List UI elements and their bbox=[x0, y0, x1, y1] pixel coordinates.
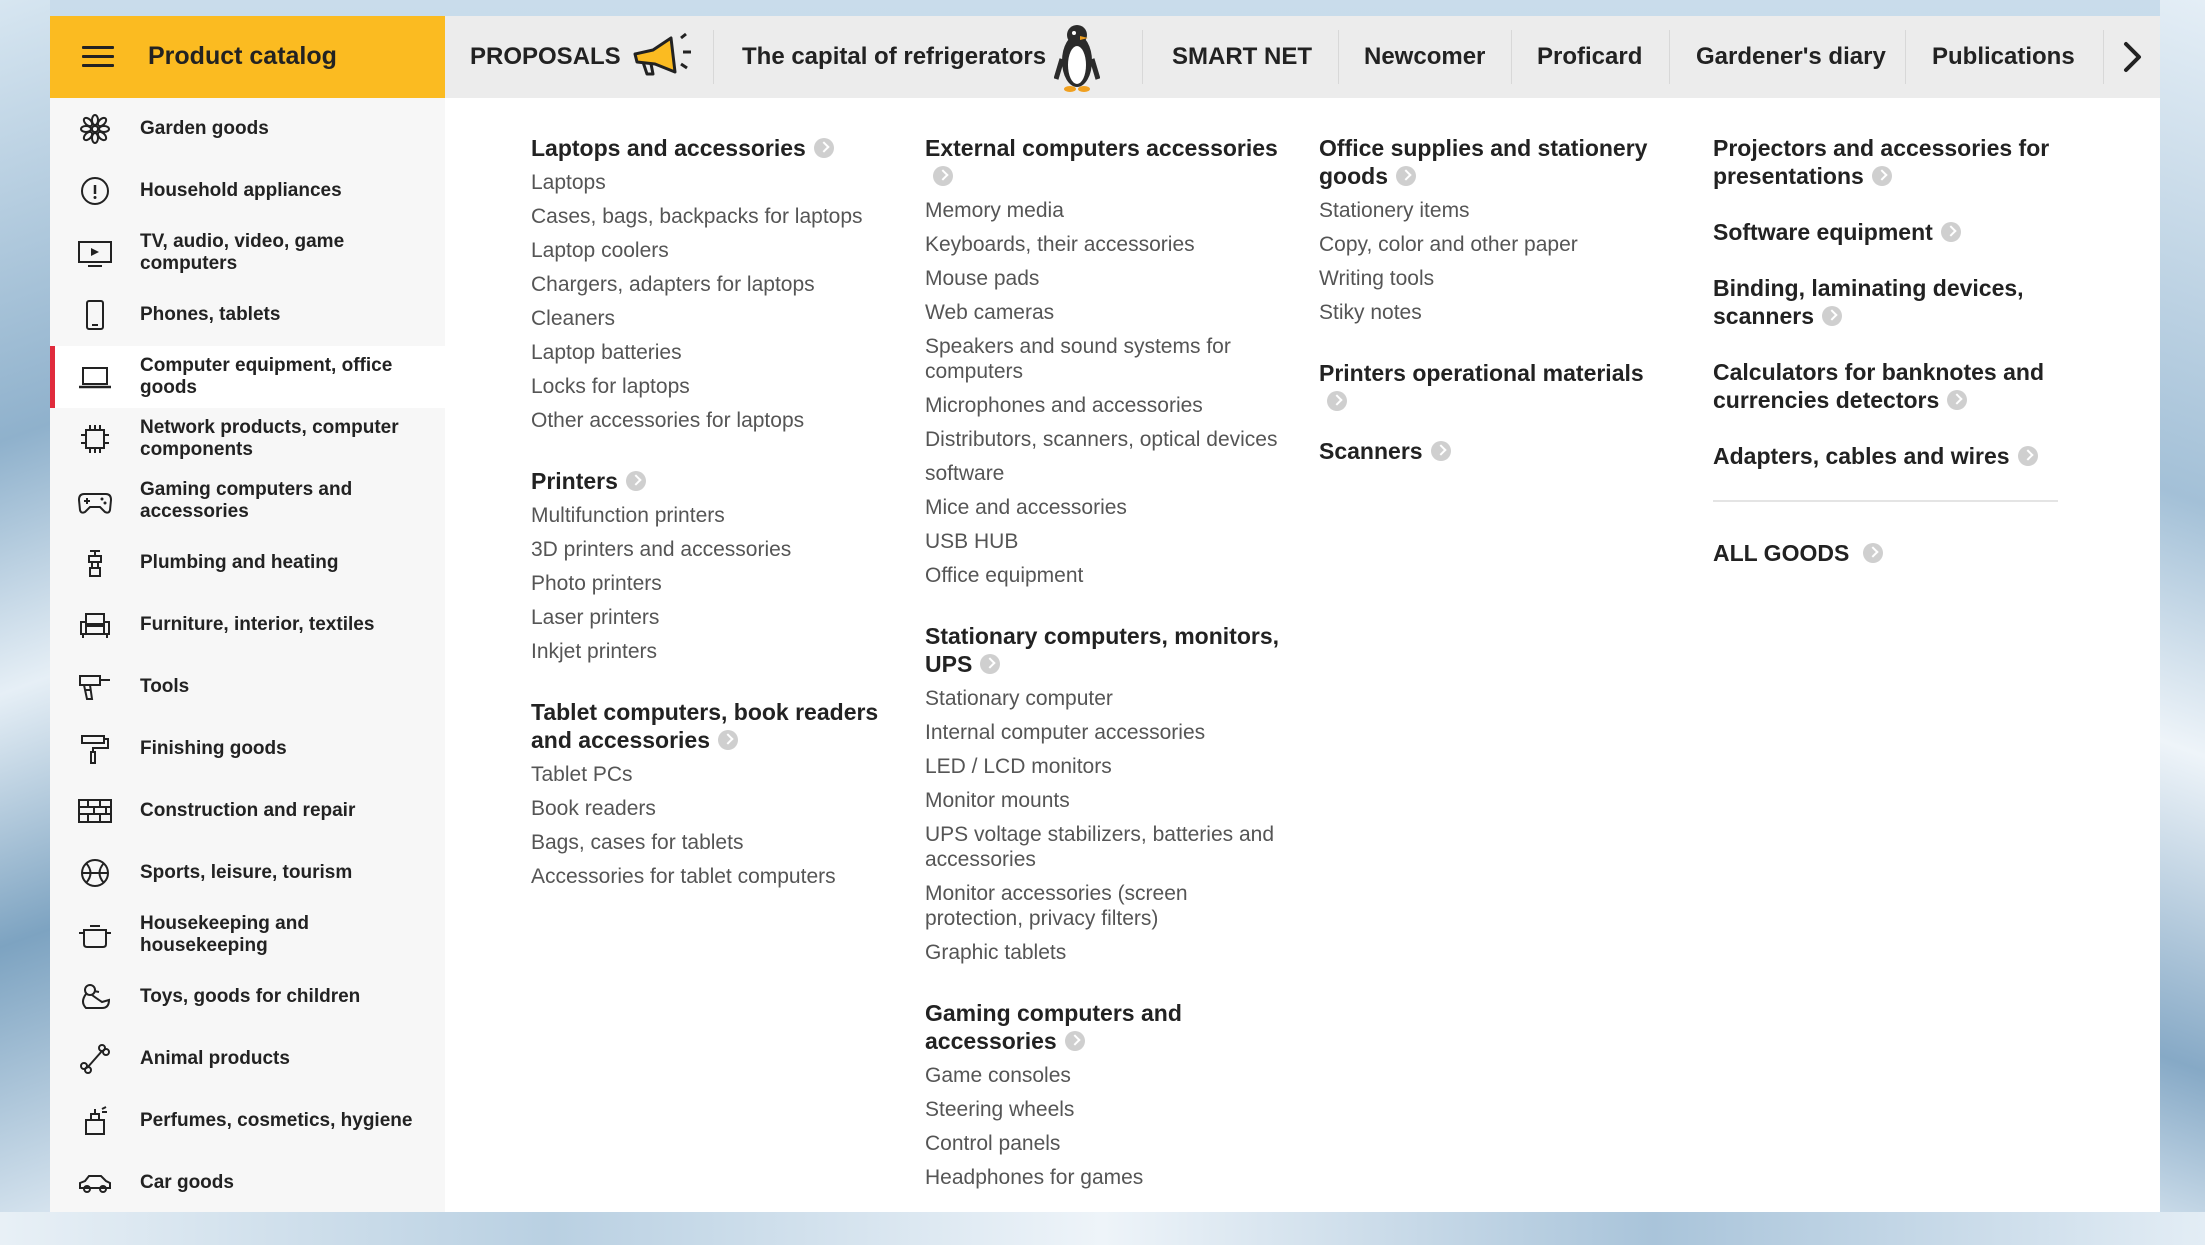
nav-item-publications[interactable] bbox=[1932, 16, 2075, 98]
menu-link[interactable]: Laptops bbox=[531, 171, 606, 194]
sidebar-item-network-products[interactable] bbox=[50, 408, 445, 471]
sidebar-item-animal-products[interactable] bbox=[50, 1028, 445, 1091]
sidebar-item-label: Network products, computer components bbox=[140, 417, 399, 460]
ball-icon bbox=[78, 858, 112, 888]
menu-group bbox=[1713, 274, 2058, 330]
menu-divider bbox=[1713, 500, 2058, 502]
menu-column-4 bbox=[1713, 134, 2058, 567]
sidebar-item-perfumes[interactable] bbox=[50, 1090, 445, 1153]
megaphone-icon bbox=[631, 32, 695, 82]
arrow-right-icon bbox=[814, 138, 834, 158]
arrow-right-icon bbox=[1327, 391, 1347, 411]
bricks-icon bbox=[78, 796, 112, 826]
nav-separator bbox=[1338, 30, 1339, 84]
penguin-icon bbox=[1054, 21, 1100, 93]
menu-column-3 bbox=[1319, 134, 1669, 499]
sidebar-item-computer-equipment[interactable] bbox=[50, 346, 445, 409]
nav-item-refrigerators[interactable] bbox=[742, 16, 1100, 98]
sidebar-item-label: Sports, leisure, tourism bbox=[140, 862, 353, 883]
hamburger-menu-icon bbox=[82, 46, 114, 68]
sidebar-item-tv-audio[interactable] bbox=[50, 222, 445, 285]
menu-link[interactable]: Book readers bbox=[531, 797, 656, 820]
menu-group-title[interactable] bbox=[1713, 274, 2058, 330]
sidebar-item-car-goods[interactable] bbox=[50, 1152, 445, 1212]
arrow-right-icon bbox=[1863, 543, 1883, 563]
nav-label: Publications bbox=[1932, 43, 2075, 70]
menu-group-title[interactable] bbox=[1713, 442, 2058, 470]
laptop-icon bbox=[78, 362, 112, 392]
menu-link[interactable]: LED / LCD monitors bbox=[925, 755, 1112, 778]
arrow-right-icon bbox=[1431, 441, 1451, 461]
menu-link[interactable]: Control panels bbox=[925, 1132, 1061, 1155]
sidebar-item-label: Toys, goods for children bbox=[140, 986, 361, 1007]
menu-link[interactable]: Headphones for games bbox=[925, 1166, 1144, 1189]
nav-label: Newcomer bbox=[1364, 43, 1486, 70]
sidebar-item-label: TV, audio, video, game computers bbox=[140, 231, 345, 274]
menu-link[interactable]: Web cameras bbox=[925, 301, 1055, 324]
group-title-text: Stationary computers, monitors, UPS bbox=[925, 623, 1280, 677]
menu-group-title[interactable] bbox=[1713, 218, 2058, 246]
menu-group-title[interactable] bbox=[1319, 437, 1669, 465]
gamepad-icon bbox=[78, 486, 112, 516]
menu-link[interactable]: Laser printers bbox=[531, 606, 660, 629]
sidebar-item-label: Finishing goods bbox=[140, 738, 287, 759]
menu-link[interactable]: Office equipment bbox=[925, 564, 1084, 587]
menu-link[interactable]: Mouse pads bbox=[925, 267, 1040, 290]
armchair-icon bbox=[78, 610, 112, 640]
menu-group-title[interactable] bbox=[1713, 134, 2058, 190]
group-title-text: Projectors and accessories for presentations bbox=[1713, 135, 2050, 189]
menu-group bbox=[1319, 134, 1669, 325]
menu-group-title[interactable] bbox=[531, 134, 891, 162]
menu-group bbox=[1713, 442, 2058, 470]
sidebar-item-label: Tools bbox=[140, 676, 190, 697]
sidebar-item-gaming-computers[interactable] bbox=[50, 470, 445, 533]
group-title-text: Gaming computers and accessories bbox=[925, 1000, 1182, 1054]
sidebar-item-tools[interactable] bbox=[50, 656, 445, 719]
menu-group bbox=[531, 698, 891, 889]
menu-group bbox=[925, 622, 1290, 965]
menu-link[interactable]: Cleaners bbox=[531, 307, 616, 330]
sidebar-item-label: Gaming computers and accessories bbox=[140, 479, 353, 522]
sidebar-item-label: Animal products bbox=[140, 1048, 290, 1069]
menu-link[interactable]: Monitor mounts bbox=[925, 789, 1070, 812]
menu-link[interactable]: Microphones and accessories bbox=[925, 394, 1203, 417]
menu-column-2 bbox=[925, 134, 1290, 1212]
menu-group-title[interactable] bbox=[1713, 358, 2058, 414]
arrow-right-icon bbox=[2018, 446, 2038, 466]
chevron-right-icon[interactable] bbox=[2114, 38, 2150, 76]
sidebar-item-housekeeping[interactable] bbox=[50, 904, 445, 967]
sidebar-item-label: Household appliances bbox=[140, 180, 342, 201]
nav-label: PROPOSALS bbox=[470, 43, 621, 70]
nav-separator bbox=[2103, 30, 2104, 84]
sidebar-item-sports[interactable] bbox=[50, 842, 445, 905]
menu-group bbox=[925, 999, 1290, 1190]
menu-link[interactable]: Graphic tablets bbox=[925, 941, 1067, 964]
menu-link[interactable]: Memory media bbox=[925, 199, 1064, 222]
menu-link[interactable]: Accessories for tablet computers bbox=[531, 865, 836, 888]
nav-label: Proficard bbox=[1537, 43, 1643, 70]
group-title-text: Printers operational materials bbox=[1319, 360, 1644, 386]
group-title-text: External computers accessories bbox=[925, 135, 1278, 161]
sidebar-item-label: Garden goods bbox=[140, 118, 269, 139]
menu-link[interactable]: Stationary computer bbox=[925, 687, 1113, 710]
nav-label: Gardener's diary bbox=[1696, 43, 1886, 70]
menu-link[interactable]: Cases, bags, backpacks for laptops bbox=[531, 205, 863, 228]
sidebar-item-label: Phones, tablets bbox=[140, 304, 281, 325]
menu-link[interactable]: Game consoles bbox=[925, 1064, 1071, 1087]
menu-link[interactable]: Tablet PCs bbox=[531, 763, 633, 786]
all-goods-label: ALL GOODS bbox=[1713, 540, 1850, 566]
arrow-right-icon bbox=[1065, 1031, 1085, 1051]
sidebar-item-toys[interactable] bbox=[50, 966, 445, 1029]
menu-link[interactable]: Keyboards, their accessories bbox=[925, 233, 1195, 256]
perfume-icon bbox=[78, 1106, 112, 1136]
menu-column-1 bbox=[531, 134, 891, 923]
arrow-right-icon bbox=[980, 654, 1000, 674]
phone-icon bbox=[78, 300, 112, 330]
menu-group bbox=[1713, 358, 2058, 414]
faucet-icon bbox=[78, 548, 112, 578]
menu-group bbox=[1713, 134, 2058, 190]
group-title-text: Printers bbox=[531, 468, 618, 494]
top-navigation-bar bbox=[50, 16, 2160, 98]
menu-link[interactable]: Inkjet printers bbox=[531, 640, 658, 663]
menu-link[interactable]: Laptop coolers bbox=[531, 239, 669, 262]
menu-link[interactable]: Multifunction printers bbox=[531, 504, 725, 527]
menu-link[interactable]: Distributors, scanners, optical devices bbox=[925, 428, 1278, 451]
menu-link[interactable]: Other accessories for laptops bbox=[531, 409, 805, 432]
sidebar-item-finishing-goods[interactable] bbox=[50, 718, 445, 781]
arrow-right-icon bbox=[1822, 306, 1842, 326]
nav-separator bbox=[1142, 30, 1143, 84]
menu-group bbox=[531, 134, 891, 433]
menu-group bbox=[1319, 437, 1669, 465]
menu-group bbox=[531, 467, 891, 664]
group-title-text: Binding, laminating devices, scanners bbox=[1713, 275, 2024, 329]
bone-icon bbox=[78, 1044, 112, 1074]
menu-group-title[interactable] bbox=[531, 467, 891, 495]
nav-item-gardeners-diary[interactable] bbox=[1696, 16, 1886, 98]
arrow-right-icon bbox=[933, 166, 953, 186]
menu-group-title[interactable] bbox=[1319, 134, 1669, 190]
sidebar-item-phones-tablets[interactable] bbox=[50, 284, 445, 347]
menu-link[interactable]: Stationery items bbox=[1319, 199, 1470, 222]
sidebar-item-construction[interactable] bbox=[50, 780, 445, 843]
menu-group-title[interactable] bbox=[1319, 359, 1669, 415]
menu-link[interactable]: software bbox=[925, 462, 1005, 485]
sidebar-item-furniture[interactable] bbox=[50, 594, 445, 657]
pot-icon bbox=[78, 920, 112, 950]
catalog-window bbox=[50, 16, 2160, 1212]
flower-icon bbox=[78, 114, 112, 144]
product-catalog-button[interactable] bbox=[50, 16, 445, 98]
sidebar-item-label: Furniture, interior, textiles bbox=[140, 614, 375, 635]
nav-item-proficard[interactable] bbox=[1537, 16, 1642, 98]
nav-separator bbox=[1669, 30, 1670, 84]
sidebar-item-label: Construction and repair bbox=[140, 800, 356, 821]
menu-link[interactable]: Laptop batteries bbox=[531, 341, 682, 364]
nav-separator bbox=[713, 30, 714, 84]
duck-icon bbox=[78, 982, 112, 1012]
sidebar-item-garden-goods[interactable] bbox=[50, 98, 445, 161]
sidebar-item-plumbing-heating[interactable] bbox=[50, 532, 445, 595]
power-icon bbox=[78, 176, 112, 206]
menu-group bbox=[925, 134, 1290, 588]
arrow-right-icon bbox=[1947, 390, 1967, 410]
product-catalog-label: Product catalog bbox=[148, 42, 337, 70]
menu-group-title[interactable] bbox=[925, 134, 1290, 190]
drill-icon bbox=[78, 672, 112, 702]
nav-label: The capital of refrigerators bbox=[742, 43, 1047, 70]
arrow-right-icon bbox=[1941, 222, 1961, 242]
menu-link[interactable]: Mice and accessories bbox=[925, 496, 1127, 519]
menu-link[interactable]: UPS voltage stabilizers, batteries and accessories bbox=[925, 823, 1275, 871]
nav-separator bbox=[1905, 30, 1906, 84]
arrow-right-icon bbox=[1872, 166, 1892, 186]
paint-roller-icon bbox=[78, 734, 112, 764]
menu-link[interactable]: Stiky notes bbox=[1319, 301, 1422, 324]
sidebar-item-label: Plumbing and heating bbox=[140, 552, 339, 573]
sidebar-item-label: Perfumes, cosmetics, hygiene bbox=[140, 1110, 413, 1131]
group-title-text: Tablet computers, book readers and accessories bbox=[531, 699, 879, 753]
all-goods-link[interactable] bbox=[1713, 540, 2058, 567]
nav-item-smart-net[interactable] bbox=[1172, 16, 1312, 98]
menu-link[interactable]: Monitor accessories (screen protection, privacy filters) bbox=[925, 882, 1188, 930]
arrow-right-icon bbox=[718, 730, 738, 750]
group-title-text: Scanners bbox=[1319, 438, 1423, 464]
menu-link[interactable]: Photo printers bbox=[531, 572, 662, 595]
group-title-text: Software equipment bbox=[1713, 219, 1933, 245]
menu-group bbox=[1713, 218, 2058, 246]
nav-item-proposals[interactable] bbox=[470, 16, 695, 98]
sidebar-item-label: Housekeeping and housekeeping bbox=[140, 913, 309, 956]
group-title-text: Adapters, cables and wires bbox=[1713, 443, 2010, 469]
menu-group-title[interactable] bbox=[925, 622, 1290, 678]
arrow-right-icon bbox=[1396, 166, 1416, 186]
nav-separator bbox=[1511, 30, 1512, 84]
tv-icon bbox=[78, 238, 112, 268]
nav-label: SMART NET bbox=[1172, 43, 1312, 70]
sidebar-item-label: Computer equipment, office goods bbox=[140, 355, 393, 398]
group-title-text: Calculators for banknotes and currencies detectors bbox=[1713, 359, 2045, 413]
menu-link[interactable]: 3D printers and accessories bbox=[531, 538, 792, 561]
menu-link[interactable]: Copy, color and other paper bbox=[1319, 233, 1578, 256]
group-title-text: Office supplies and stationery goods bbox=[1319, 135, 1648, 189]
car-icon bbox=[78, 1168, 112, 1198]
chip-icon bbox=[78, 424, 112, 454]
menu-link[interactable]: Chargers, adapters for laptops bbox=[531, 273, 815, 296]
menu-link[interactable]: Speakers and sound systems for computers bbox=[925, 335, 1231, 383]
sidebar-item-label: Car goods bbox=[140, 1172, 234, 1193]
menu-group-title[interactable] bbox=[531, 698, 891, 754]
group-title-text: Laptops and accessories bbox=[531, 135, 806, 161]
nav-item-newcomer[interactable] bbox=[1364, 16, 1485, 98]
sidebar-item-household-appliances[interactable] bbox=[50, 160, 445, 223]
menu-link[interactable]: Steering wheels bbox=[925, 1098, 1075, 1121]
menu-link[interactable]: Writing tools bbox=[1319, 267, 1435, 290]
menu-group bbox=[1319, 359, 1669, 415]
menu-link[interactable]: Locks for laptops bbox=[531, 375, 690, 398]
menu-link[interactable]: Bags, cases for tablets bbox=[531, 831, 744, 854]
menu-link[interactable]: Internal computer accessories bbox=[925, 721, 1206, 744]
menu-link[interactable]: USB HUB bbox=[925, 530, 1019, 553]
arrow-right-icon bbox=[626, 471, 646, 491]
menu-group-title[interactable] bbox=[925, 999, 1290, 1055]
category-sidebar bbox=[50, 98, 445, 1212]
